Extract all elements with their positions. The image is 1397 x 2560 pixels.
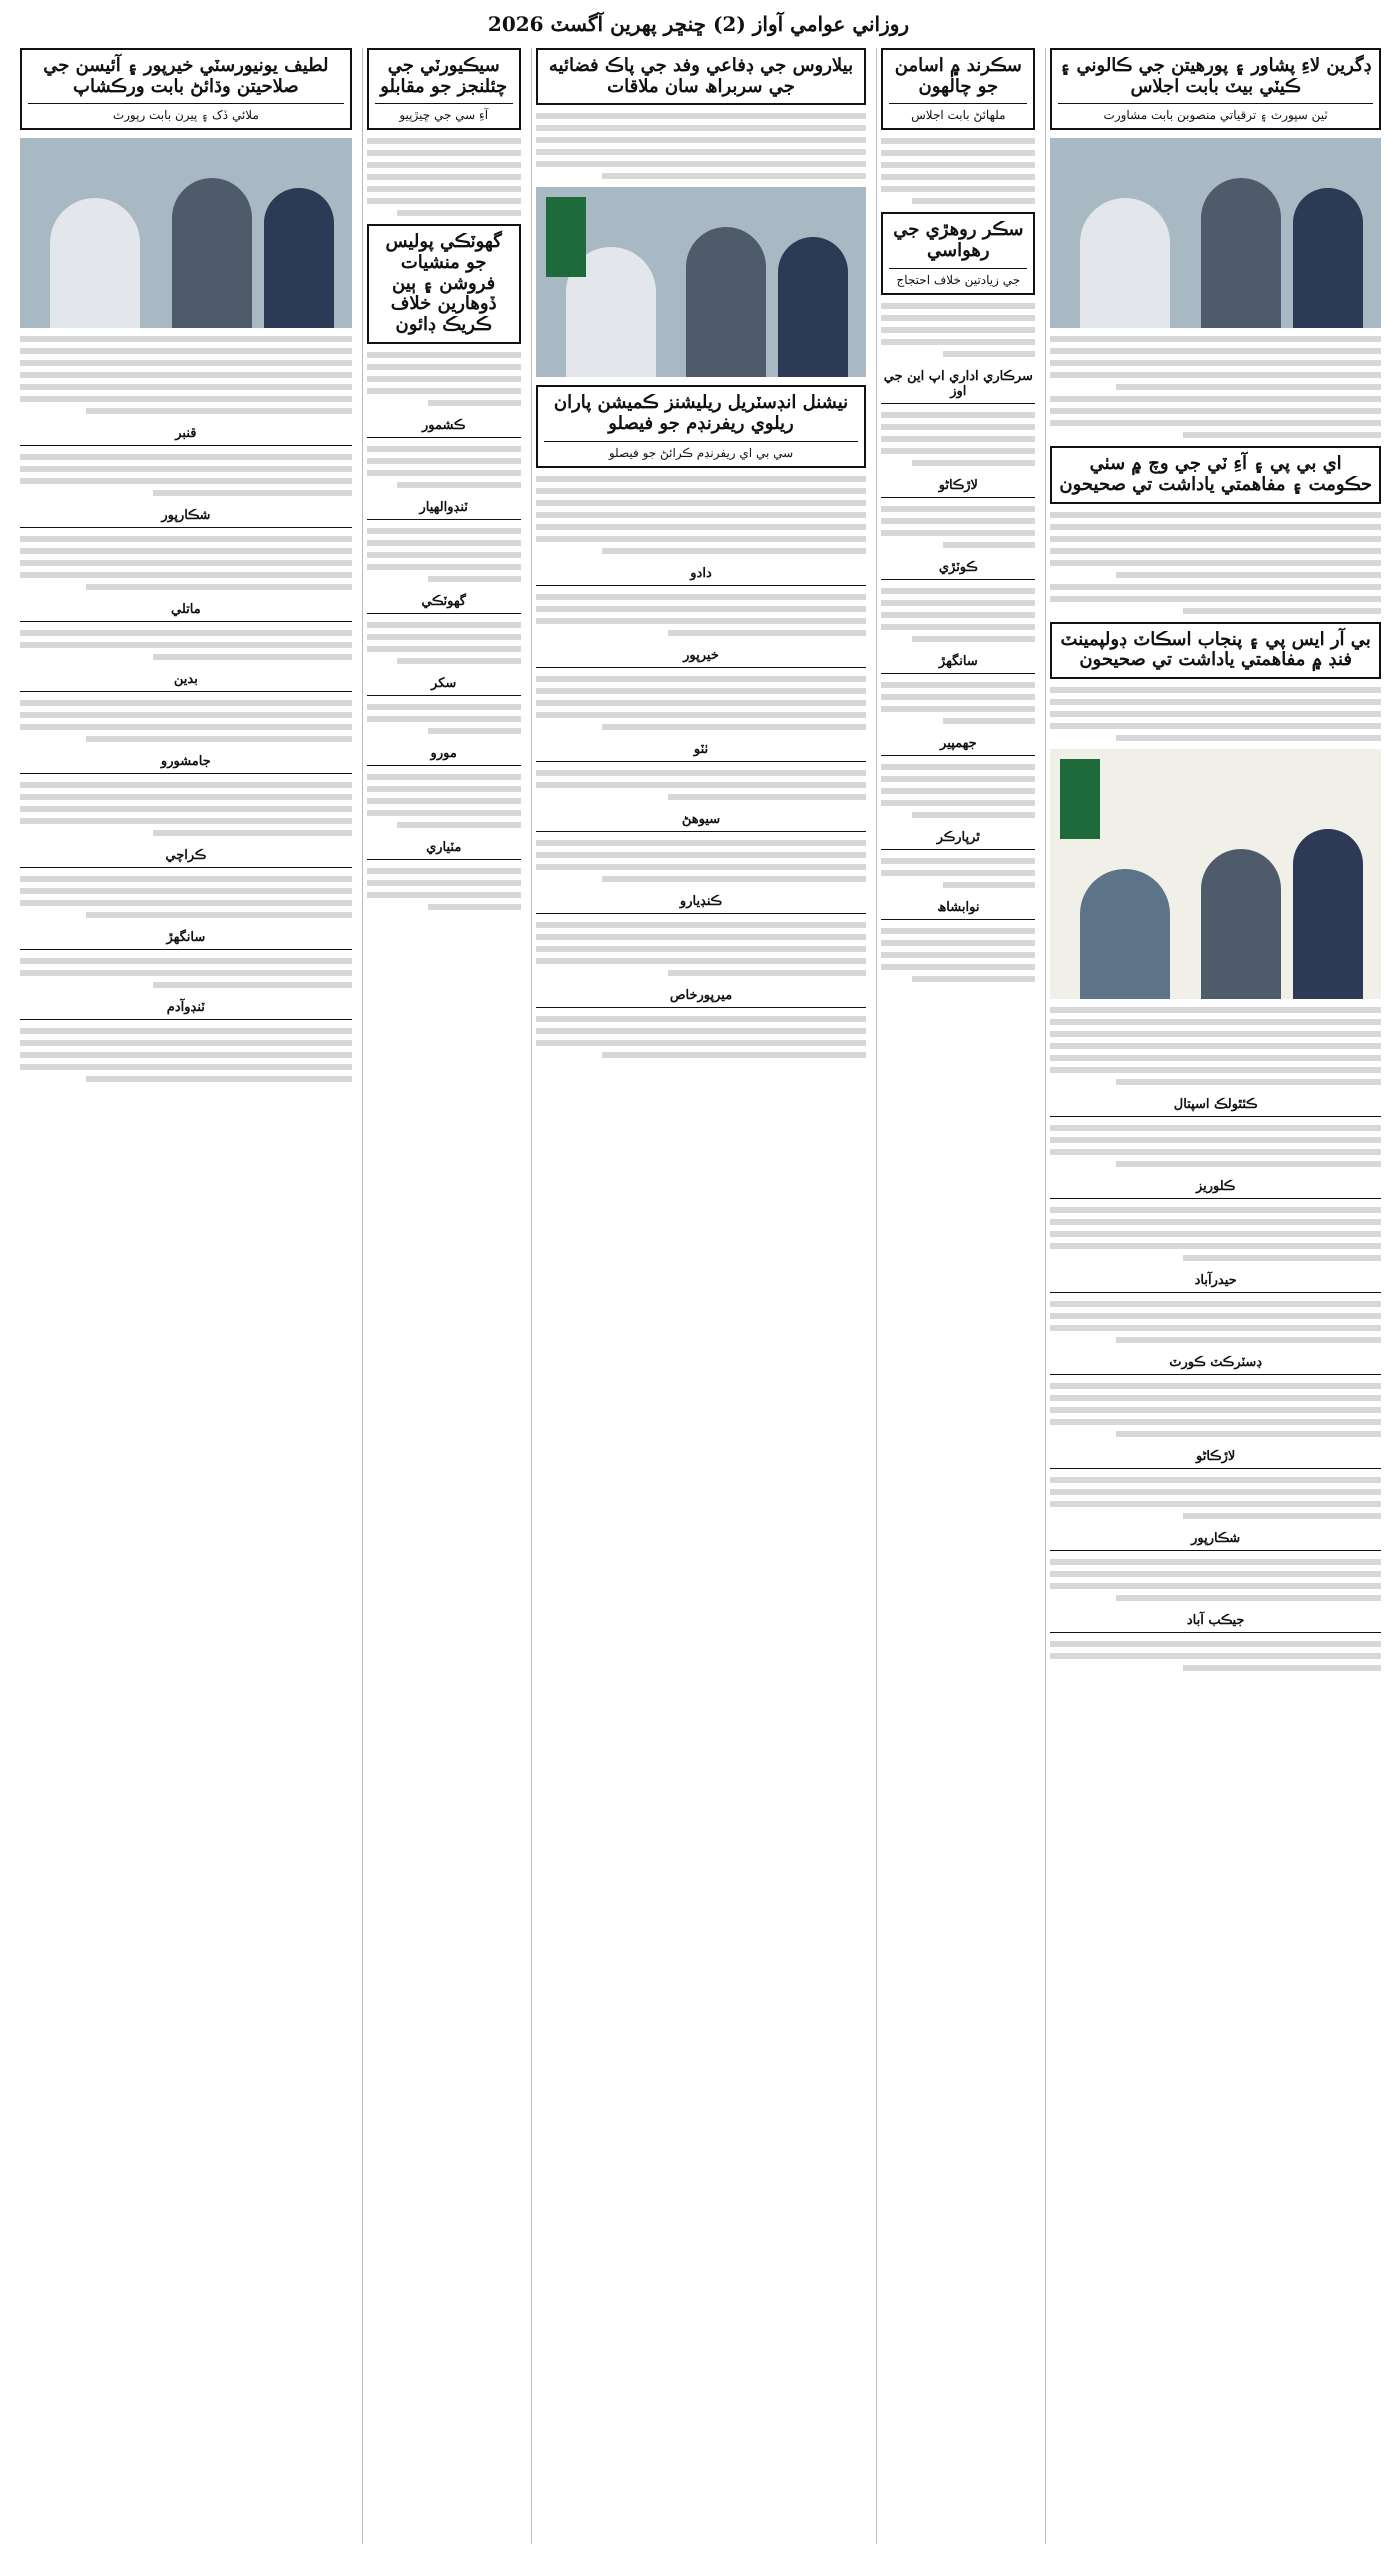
section-title: نوابشاھ [881, 896, 1035, 920]
person-figure [686, 227, 766, 377]
col3-story-2-box [536, 385, 867, 467]
story-3-body-continued [1050, 1007, 1381, 1085]
newspaper-page [16, 48, 1381, 2544]
col5-headline: لطيف يونيورسٽي خيرپور ۽ آئيسن جي صلاحيتن وڌائڻ بابت ورڪشاپ [43, 55, 329, 97]
story-3-body [1050, 687, 1381, 741]
section-title: سيوهڻ [536, 808, 867, 832]
story-3-headline: بي آر ايس پي ۽ پنجاب اسڪاٽ ڊولپمينٽ فنڊ ۾ مفاهمتي ياداشت تي صحيحون [1060, 628, 1371, 671]
section-title: بدين [20, 668, 352, 692]
person-figure [1080, 869, 1170, 999]
section-title: ٽنڊوآدم [20, 996, 352, 1020]
section-title: ميرپورخاص [536, 984, 867, 1008]
col2-story-2-headline: سڪر روهڙي جي رهواسي [893, 219, 1024, 262]
section-title: مٽياري [367, 836, 521, 860]
lead-headline: ڊگرين لاءِ پشاور ۽ پورهيتن جي ڪالوني ۽ ڪيٽي بيٽ بابت اجلاس [1059, 55, 1372, 97]
flag-graphic [546, 197, 586, 277]
col2-story-2-subheadline: جي زيادتين خلاف احتجاج [889, 268, 1027, 287]
section-title: ڪئٿولڪ اسپتال [1050, 1093, 1381, 1117]
lead-body [1050, 336, 1381, 438]
story-2-box [1050, 446, 1381, 503]
story-2-body [1050, 512, 1381, 614]
col4-headline: سيڪيورٽي جي چئلنجز جو مقابلو [380, 55, 508, 97]
section-title: جامشورو [20, 750, 352, 774]
section-title: لاڙڪاڻو [1050, 1445, 1381, 1469]
section-title: گهوٽڪي [367, 590, 521, 614]
section-title: سانگهڙ [20, 926, 352, 950]
section-title: شڪارپور [20, 504, 352, 528]
section-title: سانگهڙ [881, 650, 1035, 674]
col4-story-2-headline: گهوٽڪي پوليس جو منشيات فروشن ۽ ٻين ڏوهارين خلاف ڪريڪ ڊائون [385, 231, 502, 336]
section-title: قنبر [20, 422, 352, 446]
person-figure [1293, 829, 1363, 999]
section-title: ٺٽو [536, 738, 867, 762]
story-2-headline: اي بي پي ۽ آءِ ٽي جي وچ ۾ سٺي حڪومت ۽ مفاهمتي ياداشت تي صحيحون [1059, 453, 1372, 496]
section-title: ڪراچي [20, 844, 352, 868]
section-title: جهمپير [881, 732, 1035, 756]
col5-lead-box [20, 48, 352, 130]
col2-story-2-box [881, 212, 1035, 294]
section-title: حيدرآباد [1050, 1269, 1381, 1293]
person-figure [264, 188, 334, 328]
col4-subheadline: آءِ سي جي ڇيڙپيو [375, 103, 513, 122]
col4-story-box [367, 48, 521, 130]
section-title: جيڪب آباد [1050, 1609, 1381, 1633]
signing-ceremony-photo [1050, 749, 1381, 999]
col3-story-2-subheadline: سي بي اي ريفرنڊم ڪرائڻ جو فيصلو [544, 441, 859, 460]
col5-subheadline: ملائي ڏک ۽ پيرن بابت رپورٽ [28, 103, 344, 122]
lead-story-box [1050, 48, 1381, 130]
column-3 [531, 48, 867, 2544]
flag-graphic [1060, 759, 1100, 839]
person-figure [1293, 188, 1363, 328]
col3-headline: بيلاروس جي ڊفاعي وفد جي پاڪ فضائيه جي سربراھ سان ملاقات [548, 55, 854, 97]
col3-lead-box [536, 48, 867, 105]
section-title: مورو [367, 742, 521, 766]
column-5 [16, 48, 352, 2544]
col4-story-2-box [367, 224, 521, 343]
col2-story-box [881, 48, 1035, 130]
section-title: ٿرپارڪر [881, 826, 1035, 850]
column-1 [1045, 48, 1381, 2544]
column-2 [876, 48, 1035, 2544]
person-figure [778, 237, 848, 377]
section-title: ٽنڊوالهيار [367, 496, 521, 520]
masthead: روزاني عوامي آواز (2) ڇنڇر پهرين آگسٽ 2026 [487, 12, 910, 36]
section-title: لاڙڪاڻو [881, 474, 1035, 498]
section-title: ڊسٽرڪٽ ڪورٽ [1050, 1351, 1381, 1375]
person-figure [1201, 849, 1281, 999]
person-figure [1201, 178, 1281, 328]
col2-subheadline: ملهائڻ بابت اجلاس [889, 103, 1027, 122]
workshop-photo [20, 138, 352, 328]
section-title: سکر [367, 672, 521, 696]
meeting-photo [1050, 138, 1381, 328]
person-figure [1080, 198, 1170, 328]
story-3-box [1050, 622, 1381, 679]
col2-headline: سڪرند ۾ اسامن جو چالهون [894, 55, 1022, 97]
section-title: شڪارپور [1050, 1527, 1381, 1551]
section-title: ڪوٽڙي [881, 556, 1035, 580]
section-title: ڪلوريز [1050, 1175, 1381, 1199]
section-title: ڪنڊيارو [536, 890, 867, 914]
person-figure [50, 198, 140, 328]
airforce-meeting-photo [536, 187, 867, 377]
person-figure [172, 178, 252, 328]
section-title: دادو [536, 562, 867, 586]
col3-story-2-headline: نيشنل انڊسٽريل ريليشنز ڪميشن پاران ريلوي ريفرنڊم جو فيصلو [553, 392, 849, 435]
section-title: ڪشمور [367, 414, 521, 438]
lead-subheadline: ٽين سپورٽ ۽ ترقياتي منصوبن بابت مشاورت [1058, 103, 1373, 122]
column-4 [362, 48, 521, 2544]
section-title: ماتلي [20, 598, 352, 622]
section-title: سرڪاري اداري اپ اين جي اوز [881, 365, 1035, 404]
section-title: خيرپور [536, 644, 867, 668]
